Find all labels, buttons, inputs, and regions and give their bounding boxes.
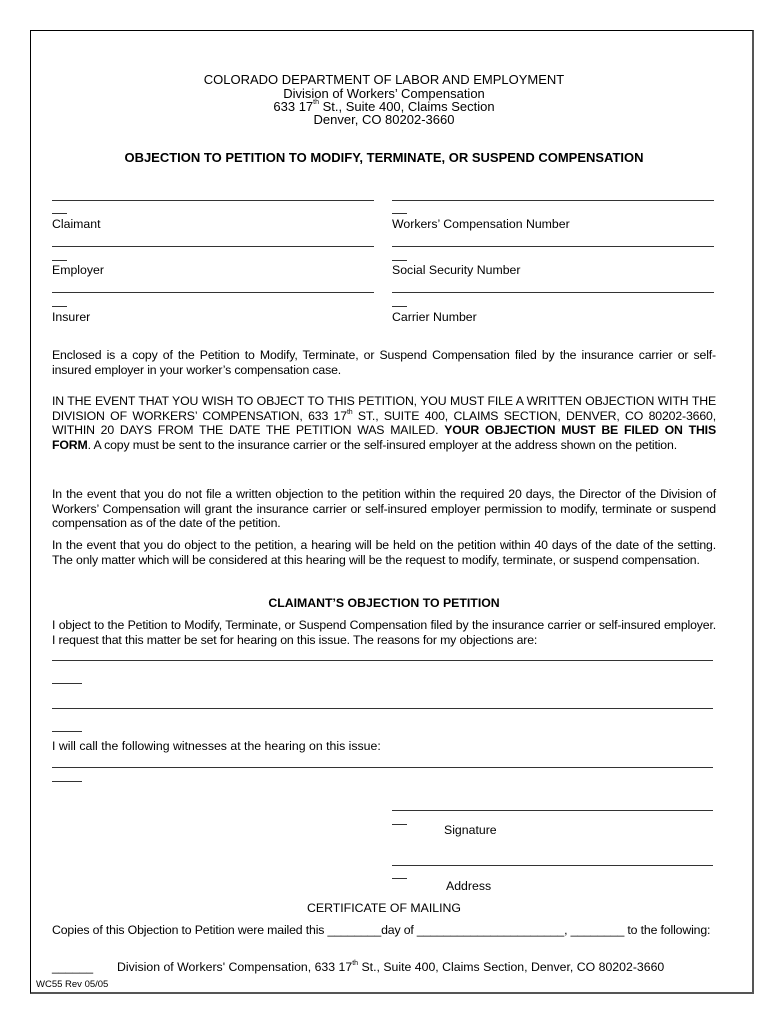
signature-field[interactable] bbox=[392, 810, 713, 811]
signature-label: Signature bbox=[444, 823, 497, 837]
claimant-label: Claimant bbox=[52, 217, 101, 231]
dash bbox=[392, 260, 407, 261]
employer-field[interactable] bbox=[52, 246, 374, 247]
certificate-heading: CERTIFICATE OF MAILING bbox=[307, 901, 461, 915]
reasons-line-1[interactable] bbox=[52, 660, 713, 661]
sup: th bbox=[352, 960, 359, 967]
carrier-number-label: Carrier Number bbox=[392, 310, 477, 324]
recipient-address bbox=[117, 960, 664, 974]
insurer-label: Insurer bbox=[52, 310, 91, 324]
sup: th bbox=[346, 408, 353, 416]
form-title: OBJECTION TO PETITION TO MODIFY, TERMINATE, OR SUSPEND COMPENSATION bbox=[124, 150, 644, 165]
carrier-number-field[interactable] bbox=[392, 292, 714, 293]
address-part: 633 17 bbox=[273, 99, 314, 114]
text: Division of Workers' Compensation, 633 17 bbox=[117, 960, 353, 974]
text: IN THE EVENT THAT YOU WISH TO OBJECT TO THIS PETITION, YOU MUST FILE A WRITTEN OBJECTION WITH THE DIVISION OF WORKERS’ COMPENSATION, 633 17 bbox=[52, 394, 716, 423]
text: St., Suite 400, Claims Section, Denver, CO 80202-3660 bbox=[358, 960, 665, 974]
paragraph-enclosed: Enclosed is a copy of the Petition to Modify, Terminate, or Suspend Compensation filed by the insurance carrier or self-insured employer in your worker’s compensation case. bbox=[52, 348, 716, 377]
address-sup: th bbox=[313, 99, 319, 106]
dash bbox=[52, 306, 67, 307]
dash bbox=[392, 878, 407, 879]
paragraph-no-objection: In the event that you do not file a written objection to the petition within the required 20 days, the Director of the Division of Workers’ Compensation will grant the insurance carrier or self-insured employer permission to modify, terminate or suspend compensation as of the date of the petition. bbox=[52, 487, 716, 530]
witnesses-line[interactable] bbox=[52, 767, 713, 768]
certificate-text: Copies of this Objection to Petition were mailed this ________day of ______________________, ________ to the following: bbox=[52, 923, 711, 937]
text: . A copy must be sent to the insurance carrier or the self-insured employer at the address shown on the petition. bbox=[87, 437, 677, 452]
paragraph-instructions bbox=[52, 394, 716, 452]
reasons-line-2[interactable] bbox=[52, 708, 713, 709]
ssn-label: Social Security Number bbox=[392, 263, 521, 277]
dash bbox=[392, 824, 407, 825]
agency-city: Denver, CO 80202-3660 bbox=[313, 112, 455, 127]
ssn-field[interactable] bbox=[392, 246, 714, 247]
dash bbox=[52, 683, 82, 684]
dash bbox=[52, 260, 67, 261]
objection-heading: CLAIMANT’S OBJECTION TO PETITION bbox=[268, 596, 500, 610]
recipient-checkbox-blank[interactable]: ______ bbox=[52, 960, 94, 974]
wc-number-label: Workers’ Compensation Number bbox=[392, 217, 570, 231]
text: ST., SUITE 400, CLAIMS SECTION, DENVER, CO 80202-3660, WITHIN 20 DAYS FROM THE DATE THE PETITION WAS MAILED. bbox=[52, 408, 716, 437]
address-part: St., Suite 400, Claims Section bbox=[319, 99, 495, 114]
dash bbox=[52, 731, 82, 732]
address-label: Address bbox=[446, 879, 492, 893]
agency-name: COLORADO DEPARTMENT OF LABOR AND EMPLOYMENT bbox=[203, 72, 565, 87]
employer-label: Employer bbox=[52, 263, 104, 277]
dash bbox=[392, 213, 407, 214]
objection-text: I object to the Petition to Modify, Terminate, or Suspend Compensation filed by the insurance carrier or self-insured employer. I request that this matter be set for hearing on this issue. The reasons for my objections are: bbox=[52, 618, 716, 647]
emphasis: YOUR OBJECTION MUST BE FILED ON THIS FORM bbox=[52, 423, 716, 452]
dash bbox=[52, 781, 82, 782]
wc-number-field[interactable] bbox=[392, 200, 714, 201]
form-id: WC55 Rev 05/05 bbox=[36, 979, 109, 990]
dash bbox=[392, 306, 407, 307]
division-name: Division of Workers’ Compensation bbox=[283, 86, 485, 101]
insurer-field[interactable] bbox=[52, 292, 374, 293]
claimant-field[interactable] bbox=[52, 200, 374, 201]
paragraph-objection: In the event that you do object to the petition, a hearing will be held on the petition within 40 days of the date of the setting. The only matter which will be considered at this hearing will be the request to modify, terminate, or suspend compensation. bbox=[52, 538, 716, 567]
dash bbox=[52, 213, 67, 214]
witnesses-label: I will call the following witnesses at the hearing on this issue: bbox=[52, 739, 381, 753]
address-field[interactable] bbox=[392, 865, 713, 866]
